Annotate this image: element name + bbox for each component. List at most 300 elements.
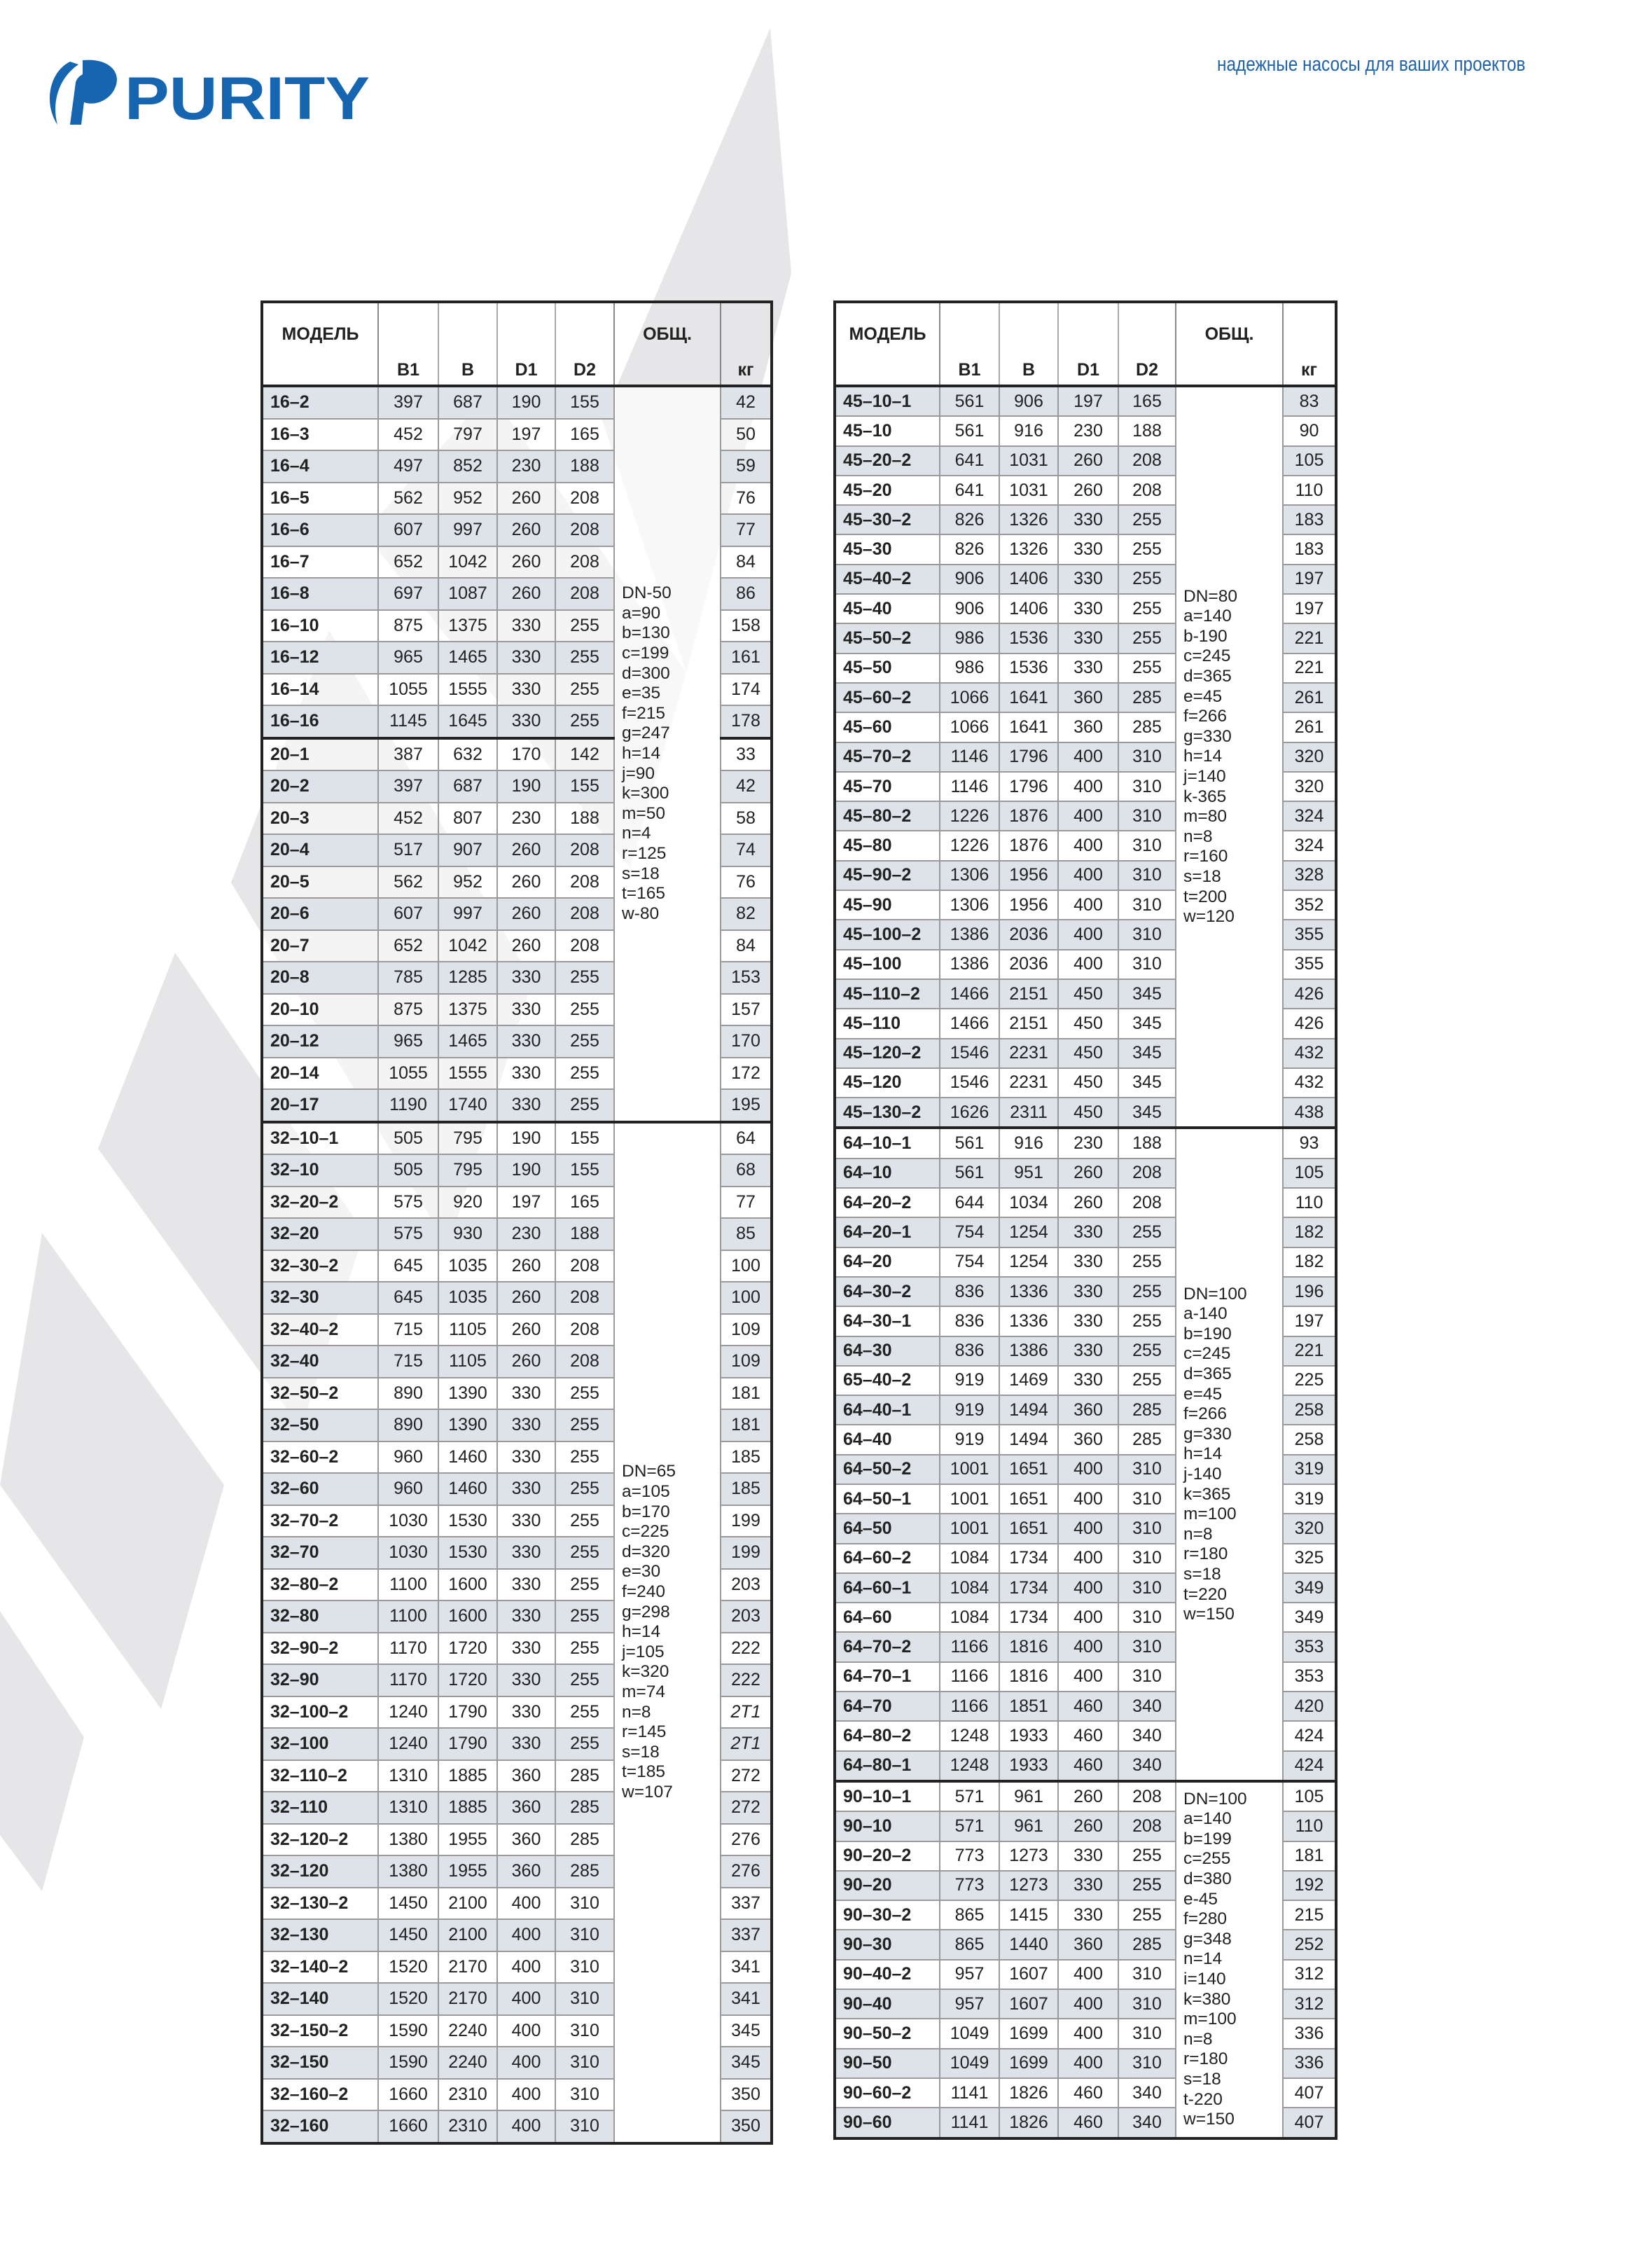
b1-cell: 986 — [940, 654, 999, 683]
d2-cell: 310 — [1118, 1603, 1176, 1632]
b-cell: 1440 — [999, 1930, 1058, 1959]
model-cell: 16–7 — [262, 546, 378, 579]
d2-cell: 310 — [1118, 1989, 1176, 2019]
b1-cell: 1520 — [378, 1951, 438, 1984]
model-cell: 64–70 — [835, 1692, 940, 1721]
model-cell: 45–30 — [835, 534, 940, 564]
d1-cell: 230 — [1058, 1128, 1118, 1158]
col-header-b1: B1 — [378, 302, 438, 386]
b1-cell: 773 — [940, 1871, 999, 1900]
b-cell: 1536 — [999, 654, 1058, 683]
weight-cell: 181 — [721, 1409, 772, 1441]
d1-cell: 400 — [1058, 831, 1118, 860]
model-cell: 64–70–2 — [835, 1632, 940, 1661]
b1-cell: 890 — [378, 1378, 438, 1410]
model-cell: 16–14 — [262, 674, 378, 706]
model-cell: 45–60 — [835, 712, 940, 742]
model-cell: 90–40–2 — [835, 1960, 940, 1989]
d1-cell: 400 — [497, 2079, 555, 2111]
d2-cell: 208 — [555, 866, 614, 899]
b-cell: 951 — [999, 1159, 1058, 1188]
b-cell: 1415 — [999, 1900, 1058, 1930]
b1-cell: 697 — [378, 578, 438, 610]
weight-cell: 100 — [721, 1250, 772, 1282]
model-cell: 45–70–2 — [835, 742, 940, 772]
weight-cell: 74 — [721, 834, 772, 866]
b-cell: 1651 — [999, 1484, 1058, 1514]
d1-cell: 360 — [497, 1855, 555, 1888]
b-cell: 1956 — [999, 861, 1058, 890]
b1-cell: 1066 — [940, 683, 999, 712]
weight-cell: 324 — [1283, 801, 1336, 831]
b-cell: 1336 — [999, 1306, 1058, 1336]
table-header-row — [262, 302, 772, 386]
d2-cell: 285 — [1118, 1425, 1176, 1454]
b-cell: 1699 — [999, 2049, 1058, 2078]
b-cell: 1933 — [999, 1721, 1058, 1750]
d1-cell: 400 — [1058, 1662, 1118, 1692]
weight-cell: 336 — [1283, 2019, 1336, 2048]
b1-cell: 1226 — [940, 831, 999, 860]
b-cell: 1034 — [999, 1188, 1058, 1217]
weight-cell: 64 — [721, 1122, 772, 1155]
b1-cell: 1049 — [940, 2049, 999, 2078]
model-cell: 45–40–2 — [835, 565, 940, 594]
weight-cell: 85 — [721, 1218, 772, 1250]
b1-cell: 452 — [378, 419, 438, 451]
d2-cell: 155 — [555, 1122, 614, 1155]
weight-cell: 336 — [1283, 2049, 1336, 2078]
weight-cell: 2T1 — [721, 1696, 772, 1729]
model-cell: 20–10 — [262, 994, 378, 1026]
b-cell: 2311 — [999, 1098, 1058, 1128]
weight-cell: 438 — [1283, 1098, 1336, 1128]
b-cell: 1651 — [999, 1455, 1058, 1484]
b-cell: 1031 — [999, 476, 1058, 505]
d1-cell: 400 — [1058, 742, 1118, 772]
model-cell: 32–100–2 — [262, 1696, 378, 1729]
b1-cell: 1450 — [378, 1888, 438, 1920]
d1-cell: 330 — [497, 705, 555, 738]
b1-cell: 1226 — [940, 801, 999, 831]
b-cell: 1465 — [438, 642, 497, 674]
d2-cell: 285 — [1118, 712, 1176, 742]
d1-cell: 360 — [1058, 712, 1118, 742]
model-cell: 32–160–2 — [262, 2079, 378, 2111]
weight-cell: 276 — [721, 1824, 772, 1856]
b1-cell: 960 — [378, 1441, 438, 1474]
model-cell: 45–100–2 — [835, 920, 940, 949]
d2-cell: 255 — [555, 1378, 614, 1410]
general-dimensions-notes: DN=100 a-140 b=190 c=245 d=365 e=45 f=266 g=330 h=14 j-140 k=365 m=100 n=8 r=180 s=18 t=220 w=150 — [1176, 1128, 1283, 1781]
d1-cell: 400 — [1058, 1484, 1118, 1514]
b1-cell: 919 — [940, 1395, 999, 1425]
d1-cell: 400 — [497, 2110, 555, 2143]
weight-cell: 350 — [721, 2110, 772, 2143]
model-cell: 45–80–2 — [835, 801, 940, 831]
b1-cell: 1166 — [940, 1662, 999, 1692]
weight-cell: 199 — [721, 1537, 772, 1569]
b-cell: 852 — [438, 450, 497, 483]
model-cell: 64–80–2 — [835, 1721, 940, 1750]
d1-cell: 400 — [1058, 1573, 1118, 1603]
d2-cell: 255 — [555, 1696, 614, 1729]
d2-cell: 165 — [555, 1187, 614, 1219]
d1-cell: 260 — [1058, 1811, 1118, 1841]
d1-cell: 450 — [1058, 1068, 1118, 1098]
b-cell: 1555 — [438, 674, 497, 706]
b1-cell: 645 — [378, 1282, 438, 1314]
b1-cell: 1100 — [378, 1600, 438, 1633]
d2-cell: 208 — [1118, 1781, 1176, 1811]
d2-cell: 255 — [1118, 565, 1176, 594]
weight-cell: 197 — [1283, 1306, 1336, 1336]
d2-cell: 310 — [1118, 1662, 1176, 1692]
model-cell: 32–50 — [262, 1409, 378, 1441]
b-cell: 1641 — [999, 683, 1058, 712]
general-dimensions-notes: DN=100 a=140 b=199 c=255 d=380 e-45 f=280 g=348 n=14 i=140 k=380 m=100 n=8 r=180 s=18 t-220 w=150 — [1176, 1781, 1283, 2138]
b1-cell: 497 — [378, 450, 438, 483]
weight-cell: 353 — [1283, 1632, 1336, 1661]
b-cell: 2036 — [999, 920, 1058, 949]
b-cell: 1530 — [438, 1537, 497, 1569]
d2-cell: 340 — [1118, 2108, 1176, 2138]
weight-cell: 272 — [721, 1792, 772, 1824]
weight-cell: 196 — [1283, 1277, 1336, 1306]
model-cell: 32–30–2 — [262, 1250, 378, 1282]
d2-cell: 285 — [555, 1855, 614, 1888]
weight-cell: 312 — [1283, 1989, 1336, 2019]
d1-cell: 400 — [497, 2047, 555, 2079]
d1-cell: 400 — [497, 1888, 555, 1920]
model-cell: 32–110 — [262, 1792, 378, 1824]
b1-cell: 1084 — [940, 1573, 999, 1603]
b1-cell: 1248 — [940, 1721, 999, 1750]
b1-cell: 1190 — [378, 1089, 438, 1122]
b1-cell: 644 — [940, 1188, 999, 1217]
weight-cell: 174 — [721, 674, 772, 706]
d1-cell: 230 — [497, 803, 555, 835]
d1-cell: 330 — [497, 1600, 555, 1633]
b-cell: 1720 — [438, 1664, 497, 1696]
d1-cell: 330 — [1058, 1336, 1118, 1366]
d2-cell: 255 — [555, 1409, 614, 1441]
d2-cell: 285 — [1118, 683, 1176, 712]
model-cell: 45–30–2 — [835, 505, 940, 534]
d2-cell: 208 — [555, 1346, 614, 1378]
weight-cell: 352 — [1283, 890, 1336, 920]
b-cell: 2170 — [438, 1951, 497, 1984]
d2-cell: 165 — [555, 419, 614, 451]
b-cell: 2231 — [999, 1068, 1058, 1098]
b-cell: 1035 — [438, 1282, 497, 1314]
b-cell: 2231 — [999, 1039, 1058, 1068]
d2-cell: 255 — [555, 642, 614, 674]
d2-cell: 310 — [1118, 861, 1176, 890]
d1-cell: 330 — [497, 1473, 555, 1505]
b1-cell: 865 — [940, 1900, 999, 1930]
weight-cell: 109 — [721, 1346, 772, 1378]
b-cell: 1326 — [999, 534, 1058, 564]
b1-cell: 1450 — [378, 1919, 438, 1951]
model-cell: 32–20 — [262, 1218, 378, 1250]
d1-cell: 260 — [1058, 1159, 1118, 1188]
weight-cell: 319 — [1283, 1455, 1336, 1484]
b-cell: 1600 — [438, 1600, 497, 1633]
b-cell: 997 — [438, 514, 497, 546]
d1-cell: 400 — [1058, 1632, 1118, 1661]
weight-cell: 77 — [721, 1187, 772, 1219]
weight-cell: 182 — [1283, 1247, 1336, 1277]
weight-cell: 42 — [721, 386, 772, 419]
d2-cell: 345 — [1118, 1068, 1176, 1098]
b1-cell: 890 — [378, 1409, 438, 1441]
weight-cell: 252 — [1283, 1930, 1336, 1959]
model-cell: 32–130–2 — [262, 1888, 378, 1920]
b1-cell: 641 — [940, 446, 999, 476]
b-cell: 1734 — [999, 1603, 1058, 1632]
weight-cell: 222 — [721, 1664, 772, 1696]
weight-cell: 183 — [1283, 534, 1336, 564]
weight-cell: 215 — [1283, 1900, 1336, 1930]
col-header-b1: B1 — [940, 302, 999, 386]
d2-cell: 188 — [555, 1218, 614, 1250]
weight-cell: 261 — [1283, 683, 1336, 712]
model-cell: 32–130 — [262, 1919, 378, 1951]
table-header-row — [835, 302, 1336, 386]
b1-cell: 1030 — [378, 1537, 438, 1569]
d2-cell: 310 — [1118, 1573, 1176, 1603]
b-cell: 2310 — [438, 2079, 497, 2111]
d2-cell: 310 — [555, 2110, 614, 2143]
b1-cell: 836 — [940, 1336, 999, 1366]
model-cell: 32–70–2 — [262, 1505, 378, 1537]
model-cell: 90–20–2 — [835, 1841, 940, 1871]
d1-cell: 260 — [1058, 1781, 1118, 1811]
d1-cell: 330 — [1058, 1900, 1118, 1930]
d2-cell: 285 — [1118, 1930, 1176, 1959]
d2-cell: 310 — [555, 1951, 614, 1984]
d1-cell: 460 — [1058, 2078, 1118, 2108]
d1-cell: 400 — [1058, 1603, 1118, 1632]
weight-cell: 341 — [721, 1951, 772, 1984]
b1-cell: 986 — [940, 623, 999, 653]
weight-cell: 76 — [721, 866, 772, 899]
d2-cell: 255 — [555, 674, 614, 706]
weight-cell: 170 — [721, 1025, 772, 1058]
d2-cell: 285 — [1118, 1395, 1176, 1425]
col-header-general: ОБЩ. — [614, 302, 721, 386]
col-header-d1: D1 — [1058, 302, 1118, 386]
model-cell: 45–40 — [835, 594, 940, 623]
d1-cell: 400 — [497, 2015, 555, 2047]
b-cell: 907 — [438, 834, 497, 866]
weight-cell: 349 — [1283, 1603, 1336, 1632]
b-cell: 1254 — [999, 1247, 1058, 1277]
b1-cell: 906 — [940, 594, 999, 623]
d2-cell: 255 — [555, 1728, 614, 1760]
model-cell: 20–8 — [262, 962, 378, 994]
b-cell: 930 — [438, 1218, 497, 1250]
d1-cell: 330 — [497, 1696, 555, 1729]
col-header-kg: кг — [1283, 302, 1336, 386]
b1-cell: 652 — [378, 546, 438, 579]
b1-cell: 1240 — [378, 1728, 438, 1760]
model-cell: 64–50–1 — [835, 1484, 940, 1514]
model-cell: 32–150–2 — [262, 2015, 378, 2047]
b1-cell: 561 — [940, 1128, 999, 1158]
b1-cell: 836 — [940, 1306, 999, 1336]
d1-cell: 330 — [497, 1633, 555, 1665]
model-cell: 45–90–2 — [835, 861, 940, 890]
d2-cell: 255 — [1118, 1247, 1176, 1277]
b1-cell: 754 — [940, 1217, 999, 1247]
d2-cell: 208 — [1118, 1811, 1176, 1841]
b-cell: 1740 — [438, 1089, 497, 1122]
b-cell: 1555 — [438, 1058, 497, 1090]
weight-cell: 197 — [1283, 565, 1336, 594]
weight-cell: 328 — [1283, 861, 1336, 890]
model-cell: 45–70 — [835, 772, 940, 801]
d2-cell: 255 — [1118, 1277, 1176, 1306]
b-cell: 1826 — [999, 2108, 1058, 2138]
d1-cell: 360 — [1058, 1930, 1118, 1959]
model-cell: 90–50 — [835, 2049, 940, 2078]
d1-cell: 330 — [497, 1058, 555, 1090]
d1-cell: 450 — [1058, 1039, 1118, 1068]
d2-cell: 310 — [555, 1919, 614, 1951]
b-cell: 1956 — [999, 890, 1058, 920]
b1-cell: 452 — [378, 803, 438, 835]
model-cell: 45–20 — [835, 476, 940, 505]
model-cell: 20–6 — [262, 898, 378, 930]
b-cell: 1087 — [438, 578, 497, 610]
weight-cell: 50 — [721, 419, 772, 451]
d1-cell: 330 — [1058, 1217, 1118, 1247]
d2-cell: 310 — [555, 1888, 614, 1920]
d2-cell: 310 — [555, 2047, 614, 2079]
d2-cell: 208 — [555, 546, 614, 579]
weight-cell: 153 — [721, 962, 772, 994]
b-cell: 1375 — [438, 994, 497, 1026]
d2-cell: 255 — [1118, 1841, 1176, 1871]
d1-cell: 230 — [497, 1218, 555, 1250]
model-cell: 20–14 — [262, 1058, 378, 1090]
d1-cell: 190 — [497, 1122, 555, 1155]
weight-cell: 432 — [1283, 1039, 1336, 1068]
model-cell: 64–20–2 — [835, 1188, 940, 1217]
d1-cell: 330 — [1058, 505, 1118, 534]
model-cell: 20–2 — [262, 770, 378, 803]
b-cell: 1406 — [999, 594, 1058, 623]
model-cell: 32–60–2 — [262, 1441, 378, 1474]
b-cell: 687 — [438, 386, 497, 419]
b-cell: 961 — [999, 1781, 1058, 1811]
model-cell: 16–3 — [262, 419, 378, 451]
model-cell: 45–50 — [835, 654, 940, 683]
weight-cell: 199 — [721, 1505, 772, 1537]
b1-cell: 1466 — [940, 1009, 999, 1038]
model-cell: 45–10 — [835, 416, 940, 445]
b-cell: 1336 — [999, 1277, 1058, 1306]
d1-cell: 360 — [1058, 1395, 1118, 1425]
b1-cell: 865 — [940, 1930, 999, 1959]
d1-cell: 360 — [497, 1824, 555, 1856]
b1-cell: 785 — [378, 962, 438, 994]
b-cell: 1826 — [999, 2078, 1058, 2108]
b1-cell: 571 — [940, 1811, 999, 1841]
weight-cell: 76 — [721, 483, 772, 515]
model-cell: 90–30–2 — [835, 1900, 940, 1930]
model-cell: 64–40 — [835, 1425, 940, 1454]
d2-cell: 255 — [555, 1600, 614, 1633]
model-cell: 32–40 — [262, 1346, 378, 1378]
b1-cell: 919 — [940, 1366, 999, 1395]
model-cell: 90–40 — [835, 1989, 940, 2019]
weight-cell: 192 — [1283, 1871, 1336, 1900]
b-cell: 1955 — [438, 1855, 497, 1888]
b-cell: 2240 — [438, 2047, 497, 2079]
b-cell: 1375 — [438, 610, 497, 642]
b1-cell: 561 — [940, 1159, 999, 1188]
weight-cell: 276 — [721, 1855, 772, 1888]
b-cell: 1851 — [999, 1692, 1058, 1721]
weight-cell: 178 — [721, 705, 772, 738]
b-cell: 1460 — [438, 1473, 497, 1505]
b-cell: 1494 — [999, 1395, 1058, 1425]
d2-cell: 285 — [555, 1760, 614, 1792]
weight-cell: 84 — [721, 930, 772, 962]
b-cell: 1816 — [999, 1632, 1058, 1661]
b1-cell: 715 — [378, 1314, 438, 1346]
d1-cell: 460 — [1058, 1692, 1118, 1721]
model-cell: 45–110–2 — [835, 979, 940, 1009]
d2-cell: 345 — [1118, 1098, 1176, 1128]
b-cell: 916 — [999, 1128, 1058, 1158]
weight-cell: 185 — [721, 1473, 772, 1505]
d2-cell: 255 — [1118, 505, 1176, 534]
b1-cell: 715 — [378, 1346, 438, 1378]
table-row — [262, 1122, 772, 1155]
b-cell: 1390 — [438, 1409, 497, 1441]
model-cell: 32–30 — [262, 1282, 378, 1314]
d1-cell: 170 — [497, 738, 555, 771]
d1-cell: 260 — [497, 1314, 555, 1346]
d2-cell: 188 — [1118, 416, 1176, 445]
d1-cell: 330 — [1058, 565, 1118, 594]
b1-cell: 575 — [378, 1218, 438, 1250]
d2-cell: 208 — [555, 834, 614, 866]
d1-cell: 260 — [497, 898, 555, 930]
d1-cell: 400 — [1058, 950, 1118, 979]
weight-cell: 221 — [1283, 654, 1336, 683]
d2-cell: 208 — [555, 898, 614, 930]
table-row — [835, 386, 1336, 416]
model-cell: 90–50–2 — [835, 2019, 940, 2048]
weight-cell: 105 — [1283, 1781, 1336, 1811]
weight-cell: 261 — [1283, 712, 1336, 742]
b1-cell: 1520 — [378, 1983, 438, 2015]
model-cell: 45–120–2 — [835, 1039, 940, 1068]
b1-cell: 773 — [940, 1841, 999, 1871]
d2-cell: 255 — [555, 962, 614, 994]
b-cell: 795 — [438, 1122, 497, 1155]
b1-cell: 575 — [378, 1187, 438, 1219]
b1-cell: 397 — [378, 386, 438, 419]
b-cell: 797 — [438, 419, 497, 451]
weight-cell: 345 — [721, 2047, 772, 2079]
b-cell: 2240 — [438, 2015, 497, 2047]
